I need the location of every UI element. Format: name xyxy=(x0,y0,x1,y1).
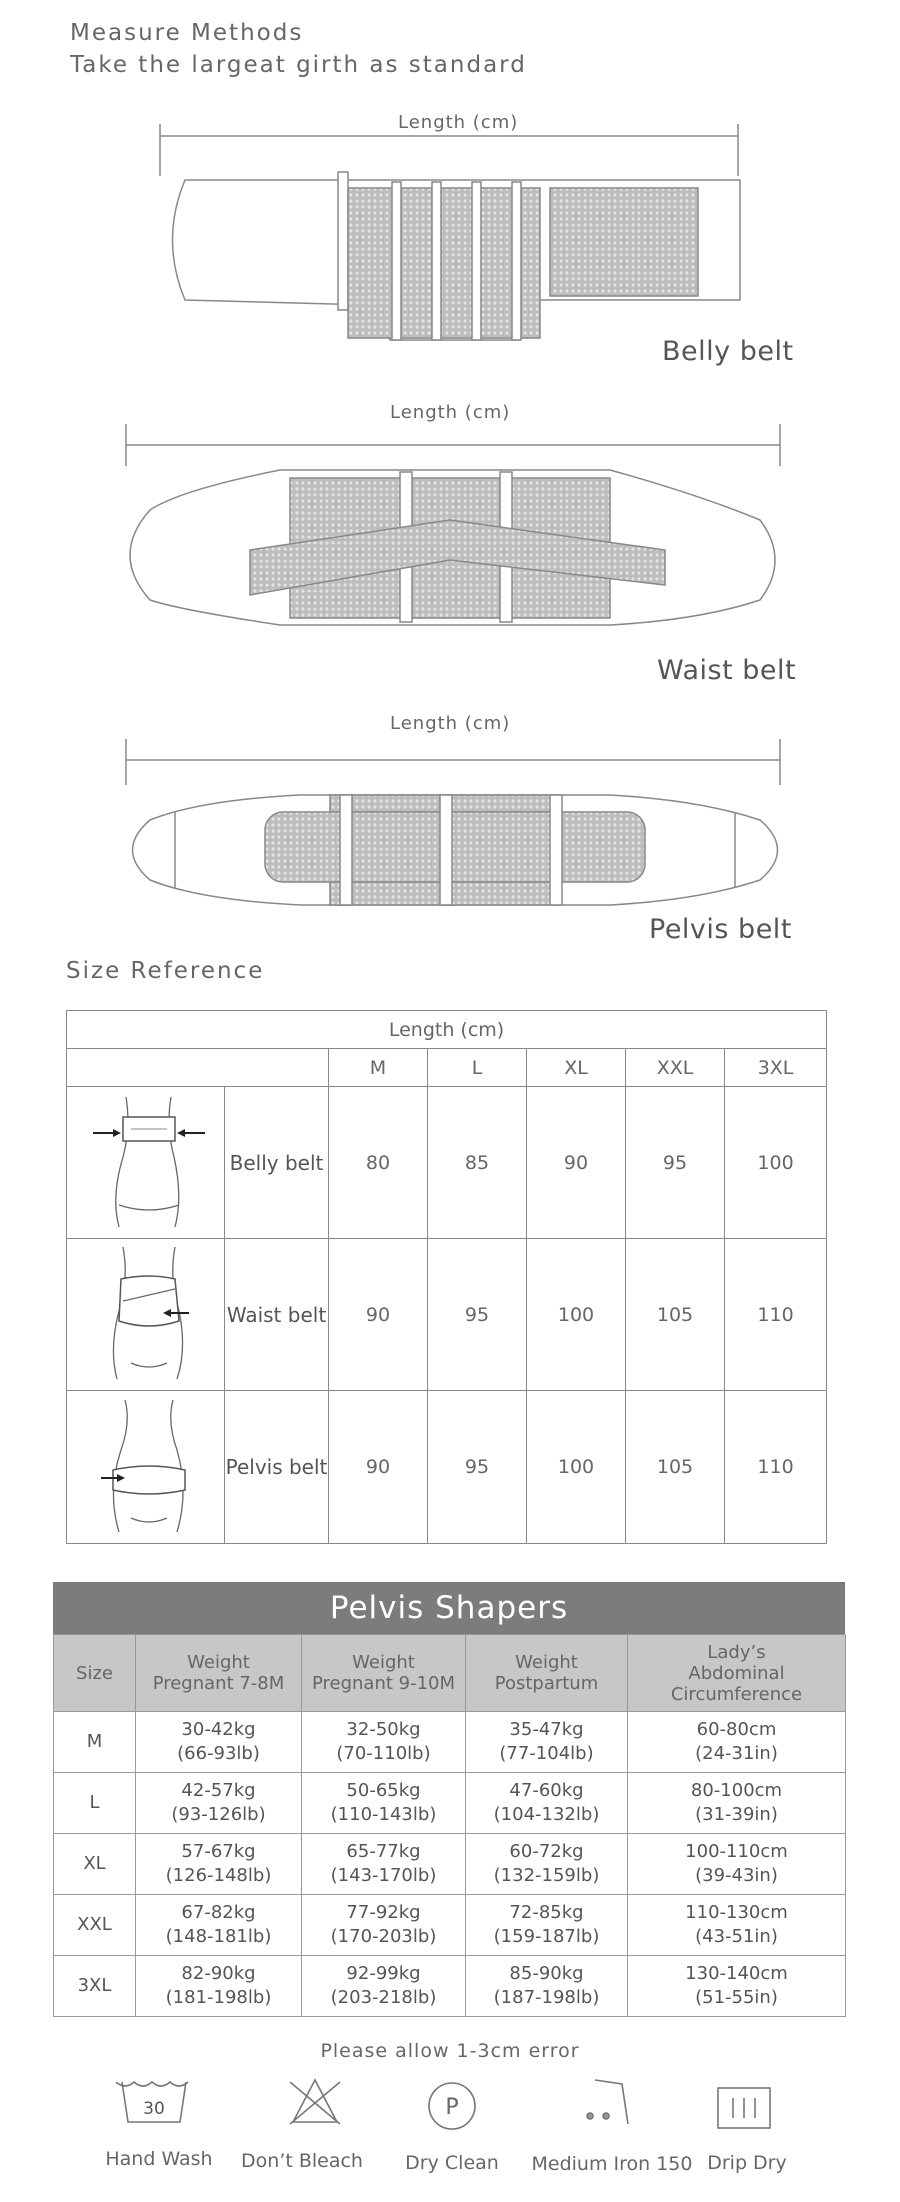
belly-length-label: Length (cm) xyxy=(398,112,519,133)
cell: 80-100cm (31-39in) xyxy=(628,1773,846,1834)
no-bleach-icon xyxy=(290,2080,340,2124)
table-row xyxy=(54,1834,846,1895)
waist-xl: 100 xyxy=(527,1239,626,1391)
cell: 77-92kg (170-203lb) xyxy=(302,1895,466,1956)
empty-header-cell xyxy=(67,1049,329,1087)
size-header-m: M xyxy=(329,1049,428,1087)
waist-xxl: 105 xyxy=(626,1239,725,1391)
belly-3xl: 100 xyxy=(725,1087,827,1239)
table-row xyxy=(67,1087,827,1239)
pelvis-dimension-line xyxy=(126,739,780,785)
row-size: M xyxy=(54,1712,136,1773)
measure-methods-subtitle: Take the largeat girth as standard xyxy=(70,52,527,78)
cell: 65-77kg (143-170lb) xyxy=(302,1834,466,1895)
care-label-dry-clean: Dry Clean xyxy=(405,2152,499,2174)
waist-dimension-line xyxy=(126,424,780,466)
cell: 57-67kg (126-148lb) xyxy=(136,1834,302,1895)
belly-l: 85 xyxy=(428,1087,527,1239)
size-header-xxl: XXL xyxy=(626,1049,725,1087)
iron-icon xyxy=(587,2080,628,2124)
care-label-hand-wash: Hand Wash xyxy=(105,2148,213,2170)
pelvis-shapers-table xyxy=(53,1634,846,2017)
row-size: L xyxy=(54,1773,136,1834)
table-row xyxy=(54,1895,846,1956)
pelvis-xxl: 105 xyxy=(626,1391,725,1544)
care-label-dont-bleach: Don’t Bleach xyxy=(241,2150,363,2172)
waist-belt-name: Waist belt xyxy=(225,1239,329,1391)
pelvis-l: 95 xyxy=(428,1391,527,1544)
belly-belt-figure xyxy=(67,1087,225,1239)
pelvis-belt-name: Pelvis belt xyxy=(225,1391,329,1544)
belly-belt-diagram xyxy=(173,172,741,340)
table-row xyxy=(54,1956,846,2017)
cell: 30-42kg (66-93lb) xyxy=(136,1712,302,1773)
table-row xyxy=(54,1773,846,1834)
pelvis-length-label: Length (cm) xyxy=(390,713,511,734)
cell: 67-82kg (148-181lb) xyxy=(136,1895,302,1956)
size-reference-title: Size Reference xyxy=(66,958,265,984)
pelvis-belt-figure xyxy=(67,1391,225,1544)
cell: 35-47kg (77-104lb) xyxy=(466,1712,628,1773)
pelvis-shapers-section xyxy=(53,1582,845,2017)
belly-dimension-line xyxy=(160,124,738,176)
belt-diagrams xyxy=(0,0,900,1000)
waist-3xl: 110 xyxy=(725,1239,827,1391)
table-row xyxy=(67,1239,827,1391)
table-row xyxy=(54,1712,846,1773)
pelvis-3xl: 110 xyxy=(725,1391,827,1544)
col-pregnant-7-8m: Weight Pregnant 7-8M xyxy=(136,1635,302,1712)
cell: 130-140cm (51-55in) xyxy=(628,1956,846,2017)
col-pregnant-9-10m: Weight Pregnant 9-10M xyxy=(302,1635,466,1712)
belly-belt-label: Belly belt xyxy=(662,336,794,367)
cell: 42-57kg (93-126lb) xyxy=(136,1773,302,1834)
pelvis-belt-label: Pelvis belt xyxy=(649,914,792,945)
belly-belt-name: Belly belt xyxy=(225,1087,329,1239)
drip-dry-icon xyxy=(718,2088,770,2128)
waist-l: 95 xyxy=(428,1239,527,1391)
belly-xxl: 95 xyxy=(626,1087,725,1239)
cell: 110-130cm (43-51in) xyxy=(628,1895,846,1956)
cell: 82-90kg (181-198lb) xyxy=(136,1956,302,2017)
dry-clean-icon xyxy=(429,2083,475,2129)
waist-belt-figure xyxy=(67,1239,225,1391)
cell: 60-80cm (24-31in) xyxy=(628,1712,846,1773)
measure-methods-title: Measure Methods xyxy=(70,20,304,46)
waist-belt-diagram xyxy=(130,470,775,625)
row-size: XXL xyxy=(54,1895,136,1956)
cell: 100-110cm (39-43in) xyxy=(628,1834,846,1895)
belly-m: 80 xyxy=(329,1087,428,1239)
size-reference-header: Length (cm) xyxy=(67,1011,827,1049)
pelvis-belt-diagram xyxy=(133,795,778,905)
pelvis-xl: 100 xyxy=(527,1391,626,1544)
size-header-xl: XL xyxy=(527,1049,626,1087)
pelvis-shapers-title: Pelvis Shapers xyxy=(53,1582,845,1634)
cell: 85-90kg (187-198lb) xyxy=(466,1956,628,2017)
cell: 32-50kg (70-110lb) xyxy=(302,1712,466,1773)
care-label-medium-iron: Medium Iron 150 xyxy=(531,2153,693,2175)
cell: 50-65kg (110-143lb) xyxy=(302,1773,466,1834)
col-abdominal-circumference: Lady’s Abdominal Circumference xyxy=(628,1635,846,1712)
cell: 47-60kg (104-132lb) xyxy=(466,1773,628,1834)
size-header-3xl: 3XL xyxy=(725,1049,827,1087)
wash-temp: 30 xyxy=(143,2099,165,2119)
waist-m: 90 xyxy=(329,1239,428,1391)
hand-wash-icon xyxy=(116,2082,188,2122)
dry-clean-letter: P xyxy=(445,2095,459,2120)
cell: 72-85kg (159-187lb) xyxy=(466,1895,628,1956)
cell: 92-99kg (203-218lb) xyxy=(302,1956,466,2017)
row-size: XL xyxy=(54,1834,136,1895)
cell: 60-72kg (132-159lb) xyxy=(466,1834,628,1895)
belly-xl: 90 xyxy=(527,1087,626,1239)
error-note: Please allow 1-3cm error xyxy=(320,2040,580,2062)
waist-length-label: Length (cm) xyxy=(390,402,511,423)
row-size: 3XL xyxy=(54,1956,136,2017)
col-postpartum: Weight Postpartum xyxy=(466,1635,628,1712)
table-row xyxy=(67,1391,827,1544)
pelvis-m: 90 xyxy=(329,1391,428,1544)
size-reference-table xyxy=(66,1010,827,1544)
col-size: Size xyxy=(54,1635,136,1712)
size-header-l: L xyxy=(428,1049,527,1087)
care-label-drip-dry: Drip Dry xyxy=(707,2152,787,2174)
waist-belt-label: Waist belt xyxy=(657,655,797,686)
